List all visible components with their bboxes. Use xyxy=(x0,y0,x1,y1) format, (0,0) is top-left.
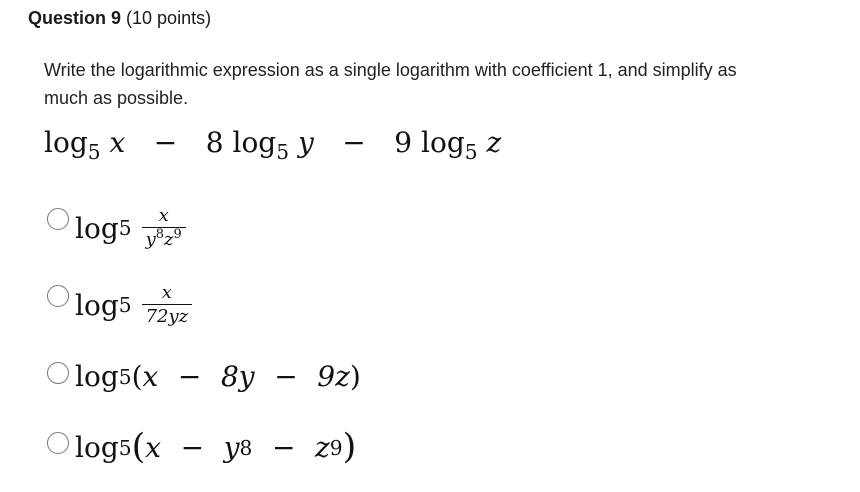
option-1-fraction: $\frac{x}{y^8z^9}$ xyxy=(142,206,186,250)
answer-option-2[interactable] xyxy=(47,283,192,327)
radio-button-option-4[interactable] xyxy=(47,432,69,454)
answer-option-1[interactable] xyxy=(47,206,186,250)
option-3-math: log 5 ( x − 8y − 9z ) xyxy=(75,360,361,393)
option-2-fraction: $\frac{x}{72yz}$ xyxy=(142,283,193,327)
option-2-math: log 5 $\frac{x}{72yz}$ xyxy=(75,283,192,327)
question-prompt: Write the logarithmic expression as a single logarithm with coefficient 1, and simplify as much as possible. xyxy=(44,60,737,108)
answer-option-4[interactable] xyxy=(47,427,357,467)
question-points: (10 points) xyxy=(126,8,212,28)
question-title: Question 9 xyxy=(28,8,122,28)
radio-button-option-3[interactable] xyxy=(47,362,69,384)
option-1-math: log 5 $\frac{x}{y^8z^9}$ xyxy=(75,206,186,250)
radio-button-option-2[interactable] xyxy=(47,285,69,307)
given-expression: $\log_5 x - 8$ $\log_5 y - 9$ $\log_5 z$ xyxy=(44,126,502,165)
question-header xyxy=(28,8,211,29)
option-4-math: log 5 ( x − y 8 − z 9 ) xyxy=(75,427,357,467)
radio-button-option-1[interactable] xyxy=(47,208,69,230)
answer-option-3[interactable] xyxy=(47,360,361,393)
